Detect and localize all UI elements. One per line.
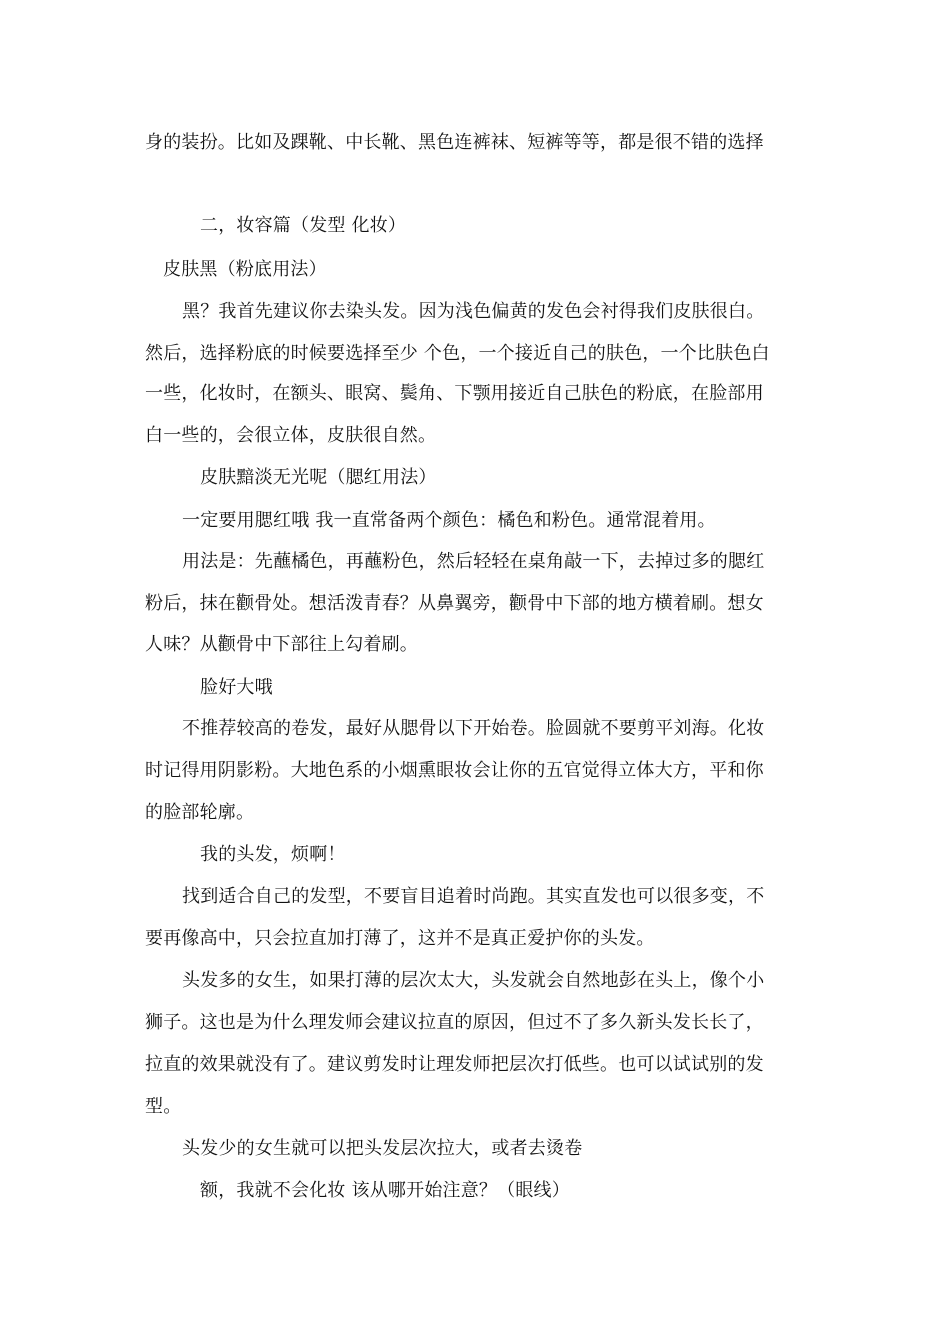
paragraph-line: 身的装扮。比如及踝靴、中长靴、黑色连裤袜、短裤等等，都是很不错的选择 [145, 132, 764, 153]
paragraph-line: 黑？我首先建议你去染头发。因为浅色偏黄的发色会衬得我们皮肤很白。 [182, 301, 765, 322]
paragraph-line: 时记得用阴影粉。大地色系的小烟熏眼妆会让你的五官觉得立体大方，平和你 [145, 760, 764, 781]
subheading: 额，我就不会化妆 该从哪开始注意？（眼线） [200, 1180, 570, 1201]
paragraph-line: 狮子。这也是为什么理发师会建议拉直的原因，但过不了多久新头发长长了， [145, 1012, 764, 1033]
paragraph-line: 用法是：先蘸橘色，再蘸粉色，然后轻轻在桌角敲一下，去掉过多的腮红 [182, 551, 765, 572]
paragraph-line: 找到适合自己的发型，不要盲目追着时尚跑。其实直发也可以很多变，不 [182, 886, 765, 907]
subheading: 脸好大哦 [200, 677, 273, 698]
paragraph-line: 白一些的，会很立体，皮肤很自然。 [145, 425, 437, 446]
paragraph-line: 粉后，抹在颧骨处。想活泼青春？从鼻翼旁，颧骨中下部的地方横着刷。想女 [145, 593, 764, 614]
paragraph-line: 头发少的女生就可以把头发层次拉大，或者去烫卷 [182, 1138, 583, 1159]
paragraph-line: 人味？从颧骨中下部往上勾着刷。 [145, 634, 418, 655]
section-heading: 二，妆容篇（发型 化妆） [200, 215, 407, 236]
paragraph-line: 的脸部轮廓。 [145, 802, 255, 823]
subheading: 皮肤黑（粉底用法） [163, 259, 327, 280]
paragraph-line: 一些，化妆时，在额头、眼窝、鬓角、下颚用接近自己肤色的粉底，在脸部用 [145, 383, 764, 404]
paragraph-line: 头发多的女生，如果打薄的层次太大，头发就会自然地彭在头上，像个小 [182, 970, 765, 991]
paragraph-line: 一定要用腮红哦 我一直常备两个颜色：橘色和粉色。通常混着用。 [182, 510, 716, 531]
paragraph-line: 不推荐较高的卷发，最好从腮骨以下开始卷。脸圆就不要剪平刘海。化妆 [182, 718, 765, 739]
paragraph-line: 型。 [145, 1096, 182, 1117]
subheading: 皮肤黯淡无光呢（腮红用法） [200, 467, 437, 488]
paragraph-line: 要再像高中，只会拉直加打薄了，这并不是真正爱护你的头发。 [145, 928, 655, 949]
paragraph-line: 拉直的效果就没有了。建议剪发时让理发师把层次打低些。也可以试试别的发 [145, 1054, 764, 1075]
paragraph-line: 然后，选择粉底的时候要选择至少 个色，一个接近自己的肤色，一个比肤色白 [145, 343, 770, 364]
subheading: 我的头发，烦啊！ [200, 844, 346, 865]
